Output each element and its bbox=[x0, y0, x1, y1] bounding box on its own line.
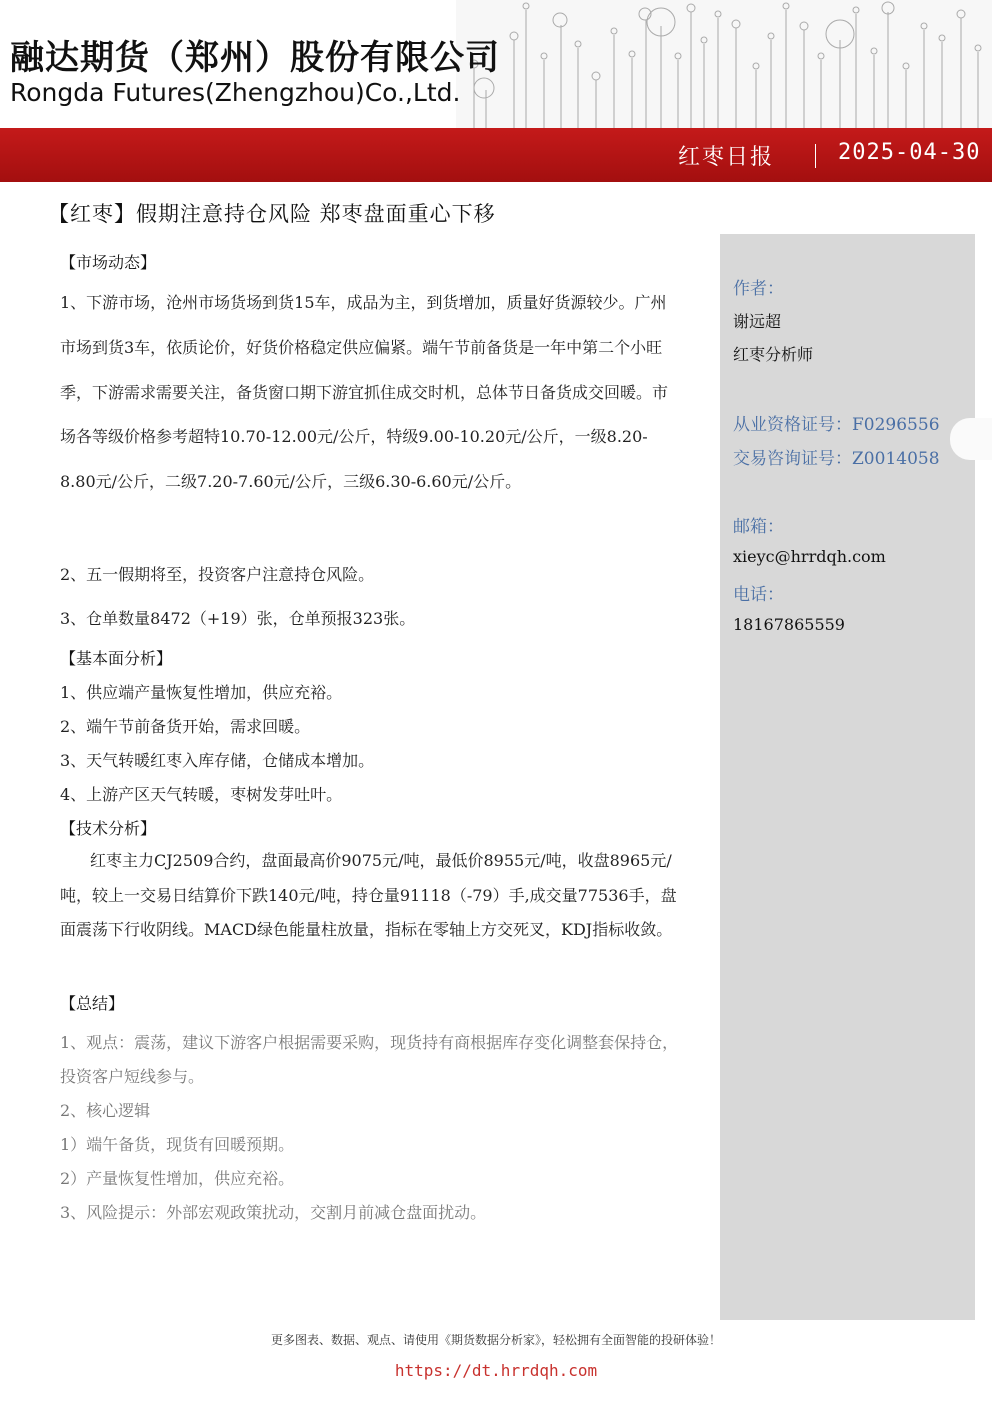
report-date: 2025-04-30 bbox=[838, 140, 981, 165]
summary-view: 1、观点：震荡，建议下游客户根据需要采购，现货持有商根据库存变化调整套保持仓，投资客户短线参与。 bbox=[60, 1033, 679, 1086]
market-heading: 【市场动态】 bbox=[60, 253, 157, 272]
company-name-en: Rongda Futures(Zhengzhou)Co.,Ltd. bbox=[10, 78, 461, 107]
market-item-2: 2、五一假期将至，投资客户注意持仓风险。 bbox=[60, 565, 375, 584]
fundamental-item-1: 1、供应端产量恢复性增加，供应充裕。 bbox=[60, 683, 343, 702]
market-item-3: 3、仓单数量8472（+19）张，仓单预报323张。 bbox=[60, 609, 416, 628]
company-name-cn: 融达期货（郑州）股份有限公司 bbox=[10, 38, 500, 78]
author-sidebar bbox=[720, 234, 975, 1320]
technical-text: 红枣主力CJ2509合约，盘面最高价9075元/吨，最低价8955元/吨，收盘8965元/吨，较上一交易日结算价下跌140元/吨，持仓量91118（-79）手,成交量77536手，盘面震荡下行收阴线。MACD绿色能量柱放量，指标在零轴上方交死叉，KDJ指标收敛。 bbox=[60, 851, 677, 939]
qualification-number: 从业资格证号：F0296556 bbox=[733, 415, 940, 435]
phone-label: 电话： bbox=[733, 585, 784, 605]
summary-risk: 3、风险提示：外部宏观政策扰动，交割月前减仓盘面扰动。 bbox=[60, 1203, 487, 1222]
decorative-pattern bbox=[456, 0, 992, 128]
report-type: 红枣日报 bbox=[678, 145, 775, 170]
fundamental-item-4: 4、上游产区天气转暖，枣树发芽吐叶。 bbox=[60, 785, 343, 804]
email-label: 邮箱： bbox=[733, 517, 784, 537]
summary-logic-1: 1）端午备货，现货有回暖预期。 bbox=[60, 1135, 295, 1154]
fundamental-heading: 【基本面分析】 bbox=[60, 649, 173, 668]
phone-value: 18167865559 bbox=[733, 615, 845, 634]
author-label: 作者： bbox=[733, 279, 784, 299]
consulting-number: 交易咨询证号：Z0014058 bbox=[733, 449, 940, 469]
email-value: xieyc@hrrdqh.com bbox=[733, 547, 886, 566]
summary-heading: 【总结】 bbox=[60, 994, 125, 1013]
summary-logic-2: 2）产量恢复性增加，供应充裕。 bbox=[60, 1169, 295, 1188]
author-title: 红枣分析师 bbox=[733, 345, 814, 364]
market-item-1: 1、下游市场，沧州市场货场到货15车，成品为主，到货增加，质量好货源较少。广州市场到货3车，依质论价，好货价格稳定供应偏紧。端午节前备货是一年中第二个小旺季，下游需求需要关注，备货窗口期下游宜抓住成交时机，总体节日备货成交回暖。市场各等级价格参考超特10.70-12.00元/公斤，特级9.00-10.20元/公斤，一级8.20-8.80元/公斤，二级7.20-7.60元/公斤，三级6.30-6.60元/公斤。 bbox=[60, 293, 669, 492]
side-tab-handle[interactable] bbox=[950, 418, 992, 460]
technical-heading: 【技术分析】 bbox=[60, 819, 157, 838]
footer-link[interactable]: https://dt.hrrdqh.com bbox=[394, 1361, 598, 1380]
fundamental-item-2: 2、端午节前备货开始，需求回暖。 bbox=[60, 717, 311, 736]
summary-logic-title: 2、核心逻辑 bbox=[60, 1101, 151, 1120]
footer-note: 更多图表、数据、观点、请使用《期货数据分析家》，轻松拥有全面智能的投研体验！ bbox=[270, 1333, 721, 1347]
fundamental-item-3: 3、天气转暖红枣入库存储，仓储成本增加。 bbox=[60, 751, 375, 770]
report-title: 【红枣】假期注意持仓风险 郑枣盘面重心下移 bbox=[48, 202, 496, 226]
banner-divider bbox=[815, 144, 816, 168]
header bbox=[0, 0, 992, 128]
author-name: 谢远超 bbox=[733, 312, 782, 331]
